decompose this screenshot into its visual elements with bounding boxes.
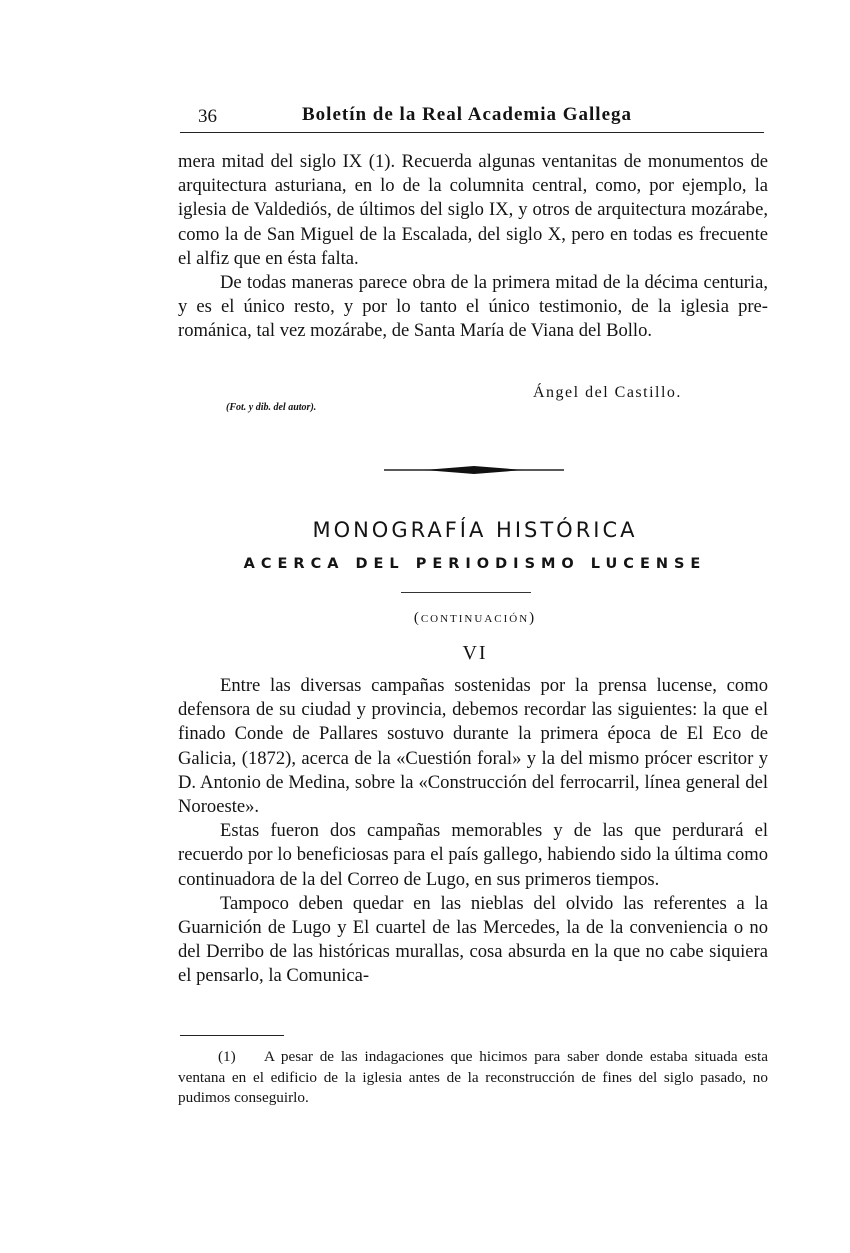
continuation-note: (continuación) [413,610,537,626]
page-number: 36 [198,106,217,127]
article-subtitle: ACERCA DEL PERIODISMO LUCENSE [243,556,707,572]
article-body [178,674,768,989]
paragraph: De todas maneras parece obra de la primera mitad de la décima centuria, y es el único resto, y por lo tanto el único testimonio, de la iglesia pre-románica, tal vez mozárabe, de Santa María de Viana del Bollo. [178,272,768,342]
journal-title: Boletín de la Real Academia Gallega [302,104,633,125]
photo-credit: (Fot. y dib. del autor). [226,402,317,413]
paragraph: Tampoco deben quedar en las nieblas del olvido las referentes a la Guarnición de Lugo y El cuartel de las Mercedes, la de la conveniencia o no del Derribo de las históricas murallas, cosa absurda en la que no cabe siquiera el pensarlo, la Comunica- [178,892,768,987]
previous-article-body [178,150,768,344]
article-title: MONOGRAFÍA HISTÓRICA [312,518,638,542]
section-number: VI [462,642,488,664]
footnote-marker: (1) [218,1048,236,1065]
paragraph: mera mitad del siglo IX (1). Recuerda algunas ventanitas de monumentos de arquitectura asturiana, en lo de la columnita central, como, por ejemplo, la iglesia de Valdediós, de últimos del siglo IX, y otros de arquitectura mozárabe, como la de San Miguel de la Escalada, del siglo X, pero en todas es frecuente el alfiz que en ésta falta. [178,151,768,269]
author-signature: Ángel del Castillo. [533,384,682,401]
title-rule [401,592,531,593]
footnote [178,1047,768,1109]
ornament-divider [384,462,564,478]
footnote-text: A pesar de las indagaciones que hicimos para saber donde estaba situada esta ventana en el edificio de la iglesia antes de la reconstrucción de fines del siglo pasado, no pudimos conseguirlo. [178,1048,768,1106]
running-header [180,102,764,133]
paragraph: Entre las diversas campañas sostenidas por la prensa lucense, como defensora de su ciudad y provincia, debemos recordar las siguientes: la que el finado Conde de Pallares sostuvo durante la primera época de El Eco de Galicia, (1872), acerca de la «Cuestión foral» y la del mismo prócer escritor y D. Antonio de Medina, sobre la «Construcción del ferrocarril, línea general del Noroeste». [178,675,768,818]
paragraph: Estas fueron dos campañas memorables y de las que perdurará el recuerdo por lo beneficiosas para el país gallego, habiendo sido la última como continuadora de la del Correo de Lugo, en sus primeros tiempos. [178,820,768,890]
footnote-rule [180,1035,284,1036]
